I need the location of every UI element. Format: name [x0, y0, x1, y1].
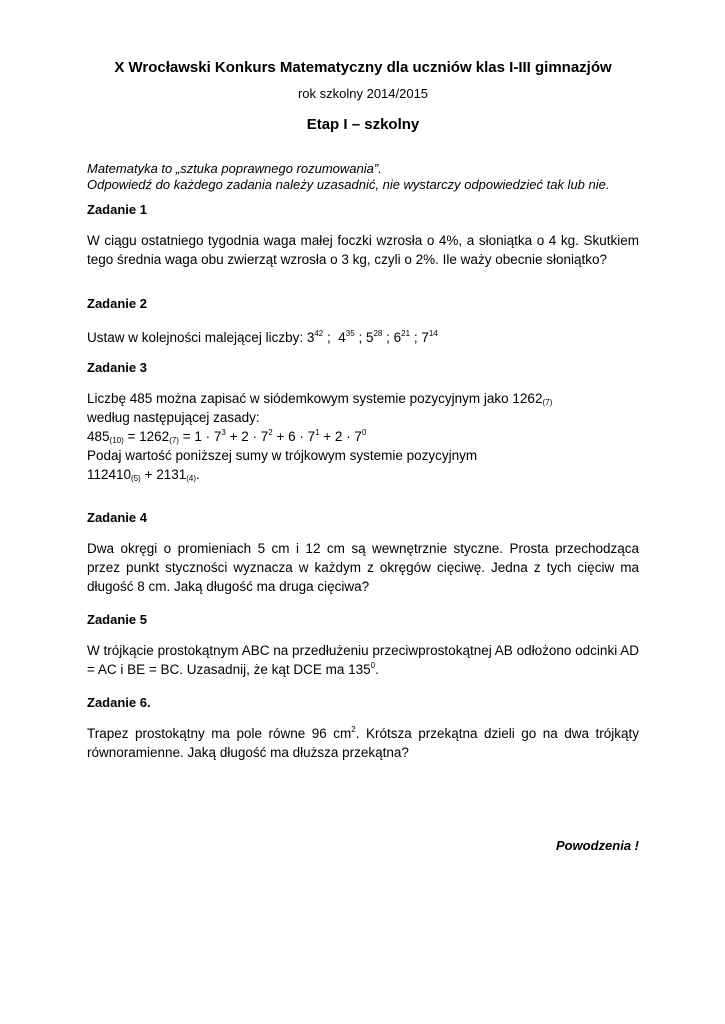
task-5-heading: Zadanie 5 — [87, 612, 147, 627]
task-5-text: W trójkącie prostokątnym ABC na przedłużeniu przeciwprostokątnej AB odłożono odcinki AD = AC i BE = BC. Uzasadnij, że kąt DCE ma $135^0$. — [87, 643, 639, 677]
task-2-number-3: $5^{28}$ ; — [365, 329, 394, 345]
school-year: rok szkolny 2014/2015 — [297, 86, 429, 101]
motto — [87, 161, 647, 193]
task-2-number-5: $7^{14}$ — [421, 329, 438, 345]
motto-line-2: Odpowiedź do każdego zadania należy uzasadnić, nie wystarczy odpowiedzieć tak lub nie. — [87, 177, 610, 192]
task-2-prompt: Ustaw w kolejności malejącej liczby: — [87, 330, 304, 345]
task-2-heading: Zadanie 2 — [87, 296, 147, 311]
task-6-text: Trapez prostokątny ma pole równe 96 $cm^2$. Krótsza przekątna dzieli go na dwa trójkąty równoramienne. Jaką długość ma dłuższa przekątna? — [87, 725, 639, 760]
task-3-line-1: Liczbę 485 można zapisać w siódemkowym systemie pozycyjnym jako $1262_{(7)}$ — [87, 391, 553, 407]
task-4-heading: Zadanie 4 — [87, 510, 147, 525]
task-2-text — [87, 328, 639, 347]
task-1-text: W ciągu ostatniego tygodnia waga małej foczki wzrosła o 4%, a słoniątka o 4 kg. Skutkiem tego średnia waga obu zwierząt wzrosła o 3 kg, czyli o 2%. Ile waży obecnie słoniątko? — [87, 233, 639, 267]
task-4-text: Dwa okręgi o promieniach 5 cm i 12 cm są wewnętrznie styczne. Prosta przechodząca przez punkt styczności wyznacza w każdym z okręgów cięciwę. Jedna z tych cięciw ma długość 8 cm. Jaką długość ma druga cięciwa? — [87, 541, 639, 594]
task-3-line-2: według następującej zasady: — [87, 410, 260, 425]
task-3-text — [87, 389, 639, 484]
stage-title: Etap I – szkolny — [306, 116, 420, 133]
task-3-heading: Zadanie 3 — [87, 360, 147, 375]
task-3-equation: $485_{(10)} = 1262_{(7)} = 1 \cdot 7^3 + 2 \cdot 7^2 + 6 \cdot 7^1 + 2 \cdot 7^0$ — [87, 428, 367, 445]
task-3-line-4: Podaj wartość poniższej sumy w trójkowym systemie pozycyjnym — [87, 448, 478, 463]
task-1-heading: Zadanie 1 — [87, 202, 147, 217]
task-3-sum: $112410_{(5)} + 2131_{(4)}$. — [87, 467, 200, 483]
task-2-number-2: $4^{35}$ ; — [338, 329, 366, 345]
task-6-heading: Zadanie 6. — [87, 695, 151, 710]
contest-title: X Wrocławski Konkurs Matematyczny dla uczniów klas I-III gimnazjów — [114, 59, 612, 76]
task-2-number-1: $3^{42}$ ; — [306, 329, 339, 345]
motto-line-1: Matematyka to „sztuka poprawnego rozumowania”. — [87, 161, 382, 176]
closing-wish: Powodzenia ! — [555, 838, 639, 853]
task-2-number-4: $6^{21}$ ; — [393, 329, 422, 345]
